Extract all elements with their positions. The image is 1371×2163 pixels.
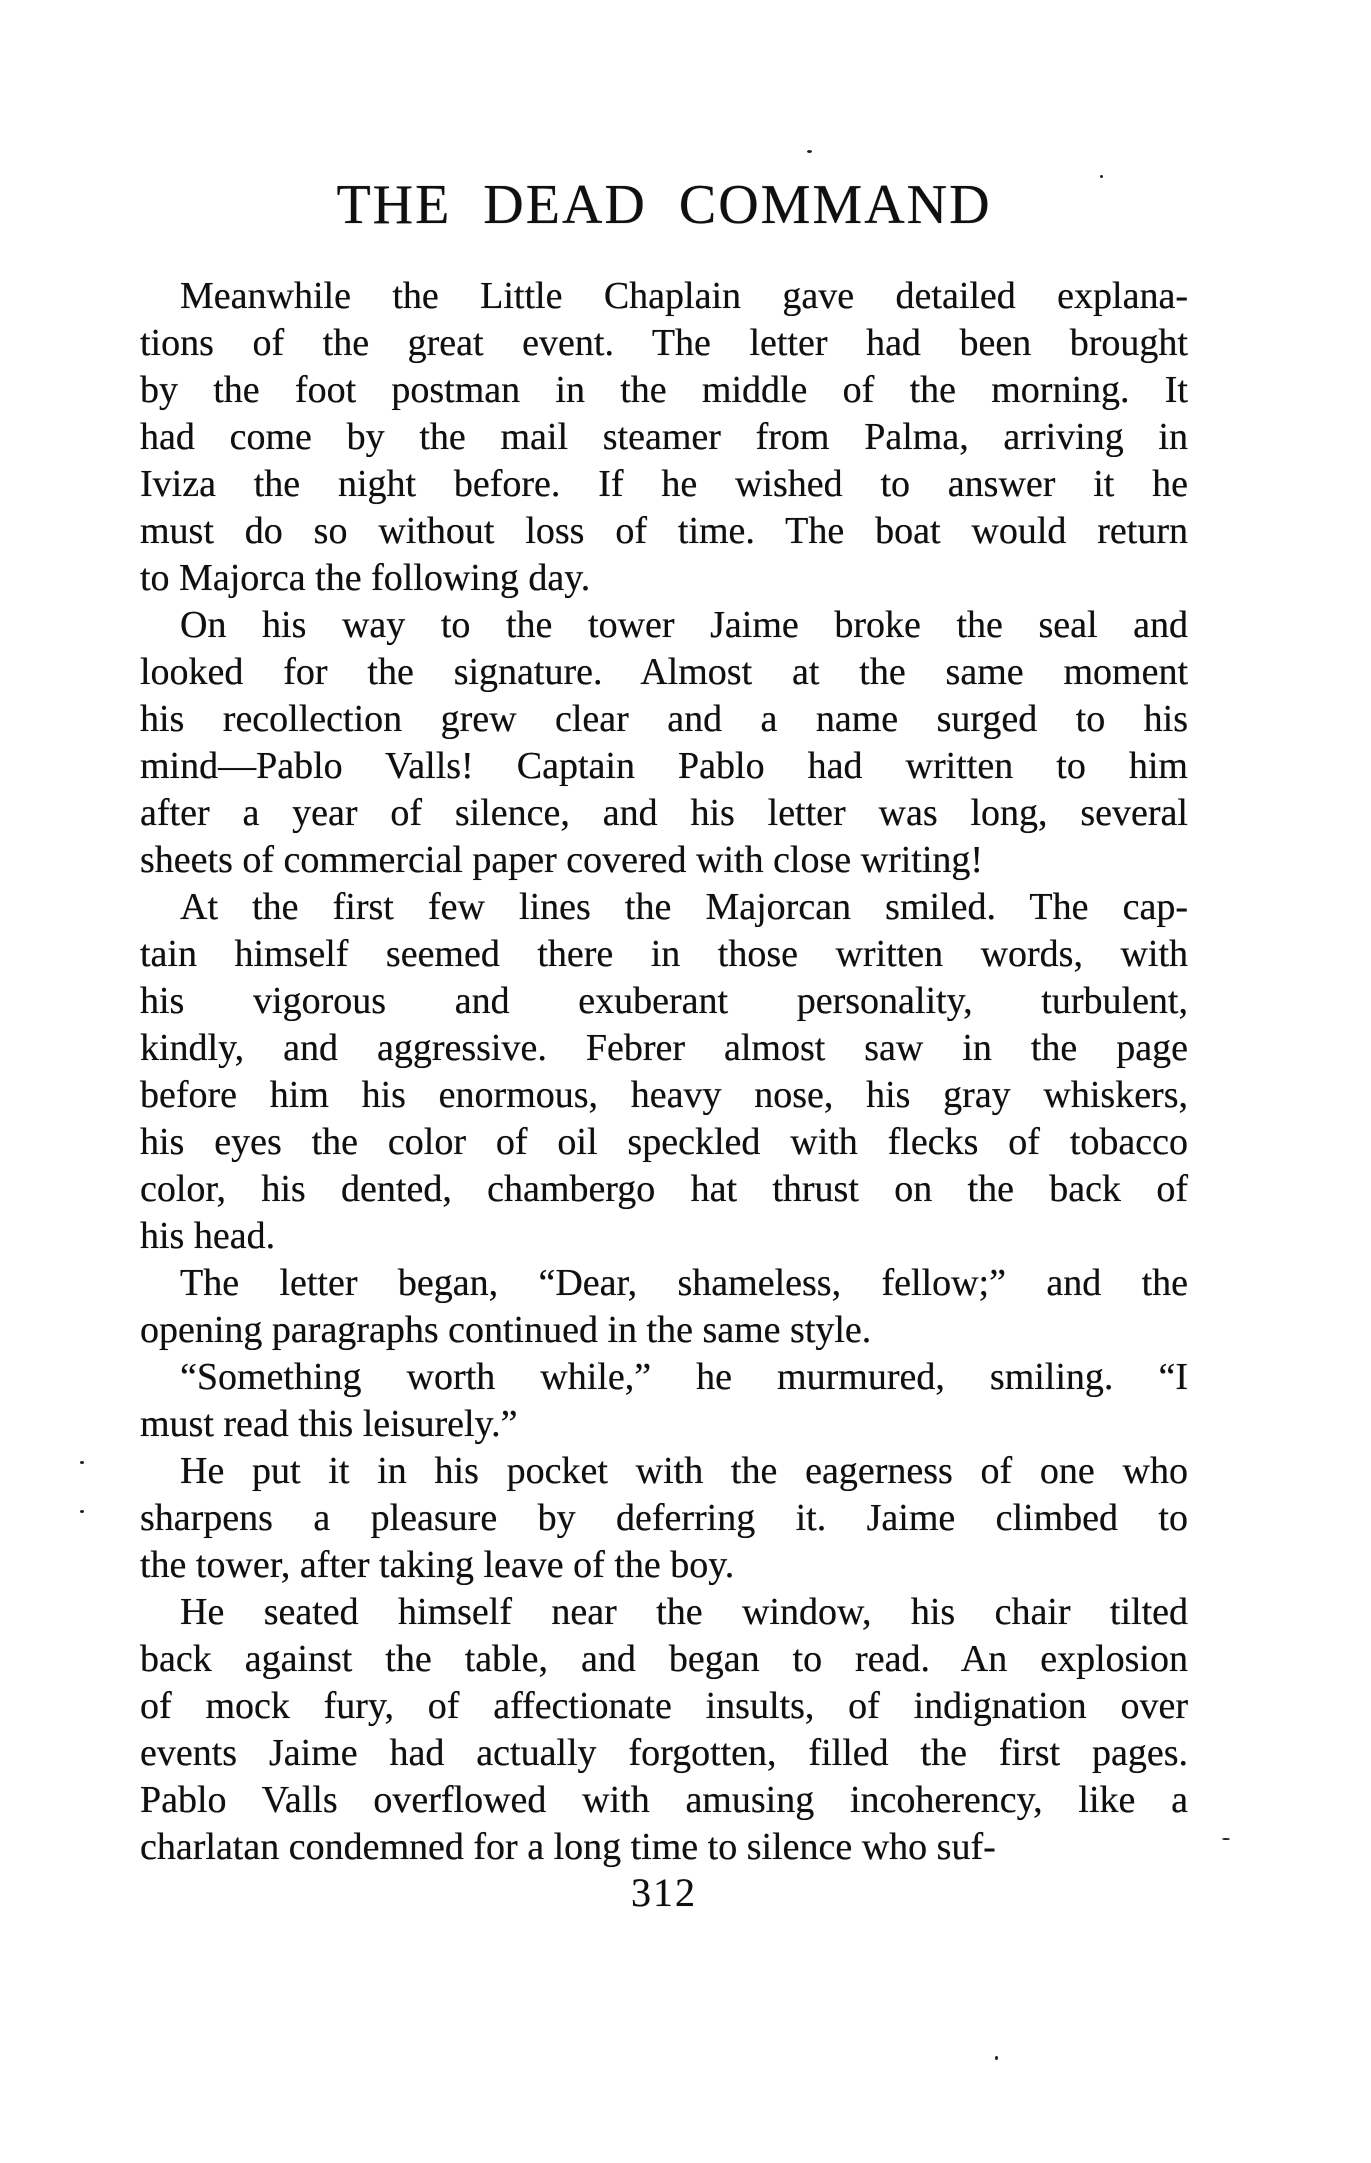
- paragraph: [140, 273, 1188, 602]
- scan-speck: [80, 1461, 84, 1464]
- text-line: tain himself seemed there in those written words, with: [140, 933, 1188, 975]
- text-line: must do so without loss of time. The boat would return: [140, 510, 1188, 552]
- text-line: At the first few lines the Majorcan smiled. The cap-: [180, 886, 1188, 928]
- scan-speck: [1222, 1838, 1230, 1840]
- text-line: tions of the great event. The letter had been brought: [140, 322, 1188, 364]
- text-line: mind—Pablo Valls! Captain Pablo had written to him: [140, 745, 1188, 787]
- page-title: THE DEAD COMMAND: [336, 174, 992, 236]
- text-line: kindly, and aggressive. Febrer almost saw in the page: [140, 1027, 1188, 1069]
- text-line: by the foot postman in the middle of the morning. It: [140, 369, 1188, 411]
- text-line: Pablo Valls overflowed with amusing incoherency, like a: [140, 1779, 1188, 1821]
- text-line: must read this leisurely.”: [140, 1403, 518, 1445]
- text-line: sheets of commercial paper covered with close writing!: [140, 839, 984, 881]
- scan-speck: [995, 2056, 998, 2060]
- text-line: charlatan condemned for a long time to silence who suf-: [140, 1826, 996, 1868]
- paragraph: [140, 884, 1188, 1260]
- text-line: Meanwhile the Little Chaplain gave detailed explana-: [180, 275, 1188, 317]
- paragraph: [140, 1589, 1188, 1871]
- text-line: sharpens a pleasure by deferring it. Jaime climbed to: [140, 1497, 1188, 1539]
- text-line: his eyes the color of oil speckled with flecks of tobacco: [140, 1121, 1188, 1163]
- text-line: The letter began, “Dear, shameless, fellow;” and the: [180, 1262, 1188, 1304]
- page-number: 312: [631, 1870, 697, 1915]
- text-line: his vigorous and exuberant personality, turbulent,: [140, 980, 1188, 1022]
- scan-speck: [1100, 175, 1103, 178]
- text-line: Iviza the night before. If he wished to answer it he: [140, 463, 1188, 505]
- text-line: before him his enormous, heavy nose, his gray whiskers,: [140, 1074, 1188, 1116]
- text-line: of mock fury, of affectionate insults, of indignation over: [140, 1685, 1188, 1727]
- paragraph: [140, 1354, 1188, 1448]
- text-line: “Something worth while,” he murmured, smiling. “I: [180, 1356, 1188, 1398]
- text-line: opening paragraphs continued in the same style.: [140, 1309, 872, 1351]
- text-line: He seated himself near the window, his chair tilted: [180, 1591, 1188, 1633]
- paragraph: [140, 602, 1188, 884]
- text-line: the tower, after taking leave of the boy.: [140, 1544, 735, 1586]
- text-line: his recollection grew clear and a name surged to his: [140, 698, 1188, 740]
- text-line: his head.: [140, 1215, 276, 1257]
- text-line: had come by the mail steamer from Palma, arriving in: [140, 416, 1188, 458]
- text-line: to Majorca the following day.: [140, 557, 591, 599]
- text-line: color, his dented, chambergo hat thrust on the back of: [140, 1168, 1188, 1210]
- text-line: events Jaime had actually forgotten, filled the first pages.: [140, 1732, 1188, 1774]
- text-line: looked for the signature. Almost at the same moment: [140, 651, 1188, 693]
- scan-speck: [80, 1510, 84, 1513]
- text-line: He put it in his pocket with the eagerness of one who: [180, 1450, 1188, 1492]
- paragraph: [140, 1448, 1188, 1589]
- text-line: On his way to the tower Jaime broke the seal and: [180, 604, 1188, 646]
- paragraph: [140, 1260, 1188, 1354]
- text-line: back against the table, and began to read. An explosion: [140, 1638, 1188, 1680]
- scan-speck: [807, 150, 812, 153]
- text-column: [140, 0, 1188, 1913]
- body-text: [140, 273, 1188, 1871]
- text-line: after a year of silence, and his letter was long, several: [140, 792, 1188, 834]
